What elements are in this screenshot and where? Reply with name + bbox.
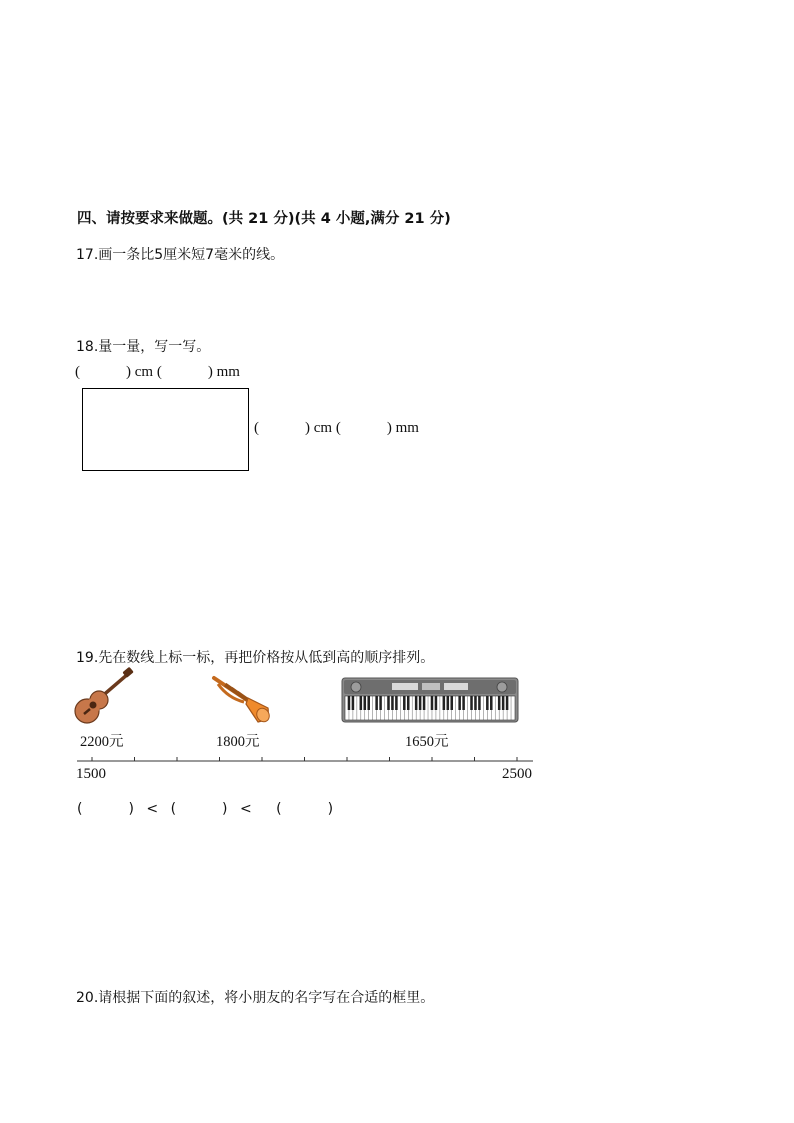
paren-open: ( <box>254 420 259 436</box>
question-20: 20.请根据下面的叙述，将小朋友的名字写在合适的框里。 <box>76 990 435 1006</box>
paren-close: ) <box>207 364 213 380</box>
paren-open: ( <box>170 801 177 817</box>
unit-mm: mm <box>395 420 419 436</box>
paren-open: ( <box>75 364 80 380</box>
paren-open: ( <box>335 420 341 436</box>
question-19: 19.先在数线上标一标，再把价格按从低到高的顺序排列。 <box>76 650 435 666</box>
keyboard-price: 1650元 <box>405 734 449 750</box>
paren-close: ) <box>305 420 310 436</box>
paren-close: ) <box>128 801 134 817</box>
question-17: 17.画一条比5厘米短7毫米的线。 <box>76 247 285 263</box>
less-than: < <box>239 801 252 817</box>
paren-close: ) <box>126 364 131 380</box>
unit-cm: cm <box>134 364 154 380</box>
guitar-price: 2200元 <box>80 734 124 750</box>
paren-open: ( <box>77 801 83 817</box>
less-than: < <box>146 801 159 817</box>
trumpet-price: 1800元 <box>216 734 260 750</box>
number-line-end-label: 2500 <box>502 766 532 782</box>
question-18: 18.量一量，写一写。 <box>76 339 211 355</box>
section-title: 四、请按要求来做题。(共 21 分)(共 4 小题,满分 21 分) <box>77 211 451 227</box>
paren-open: ( <box>276 801 282 817</box>
price-order-answer <box>77 801 333 817</box>
number-line-start-label: 1500 <box>76 766 106 782</box>
unit-cm: cm <box>313 420 333 436</box>
paren-open: ( <box>156 364 162 380</box>
paren-close: ) <box>386 420 392 436</box>
paren-close: ) <box>327 801 334 817</box>
paren-close: ) <box>222 801 228 817</box>
unit-mm: mm <box>216 364 240 380</box>
